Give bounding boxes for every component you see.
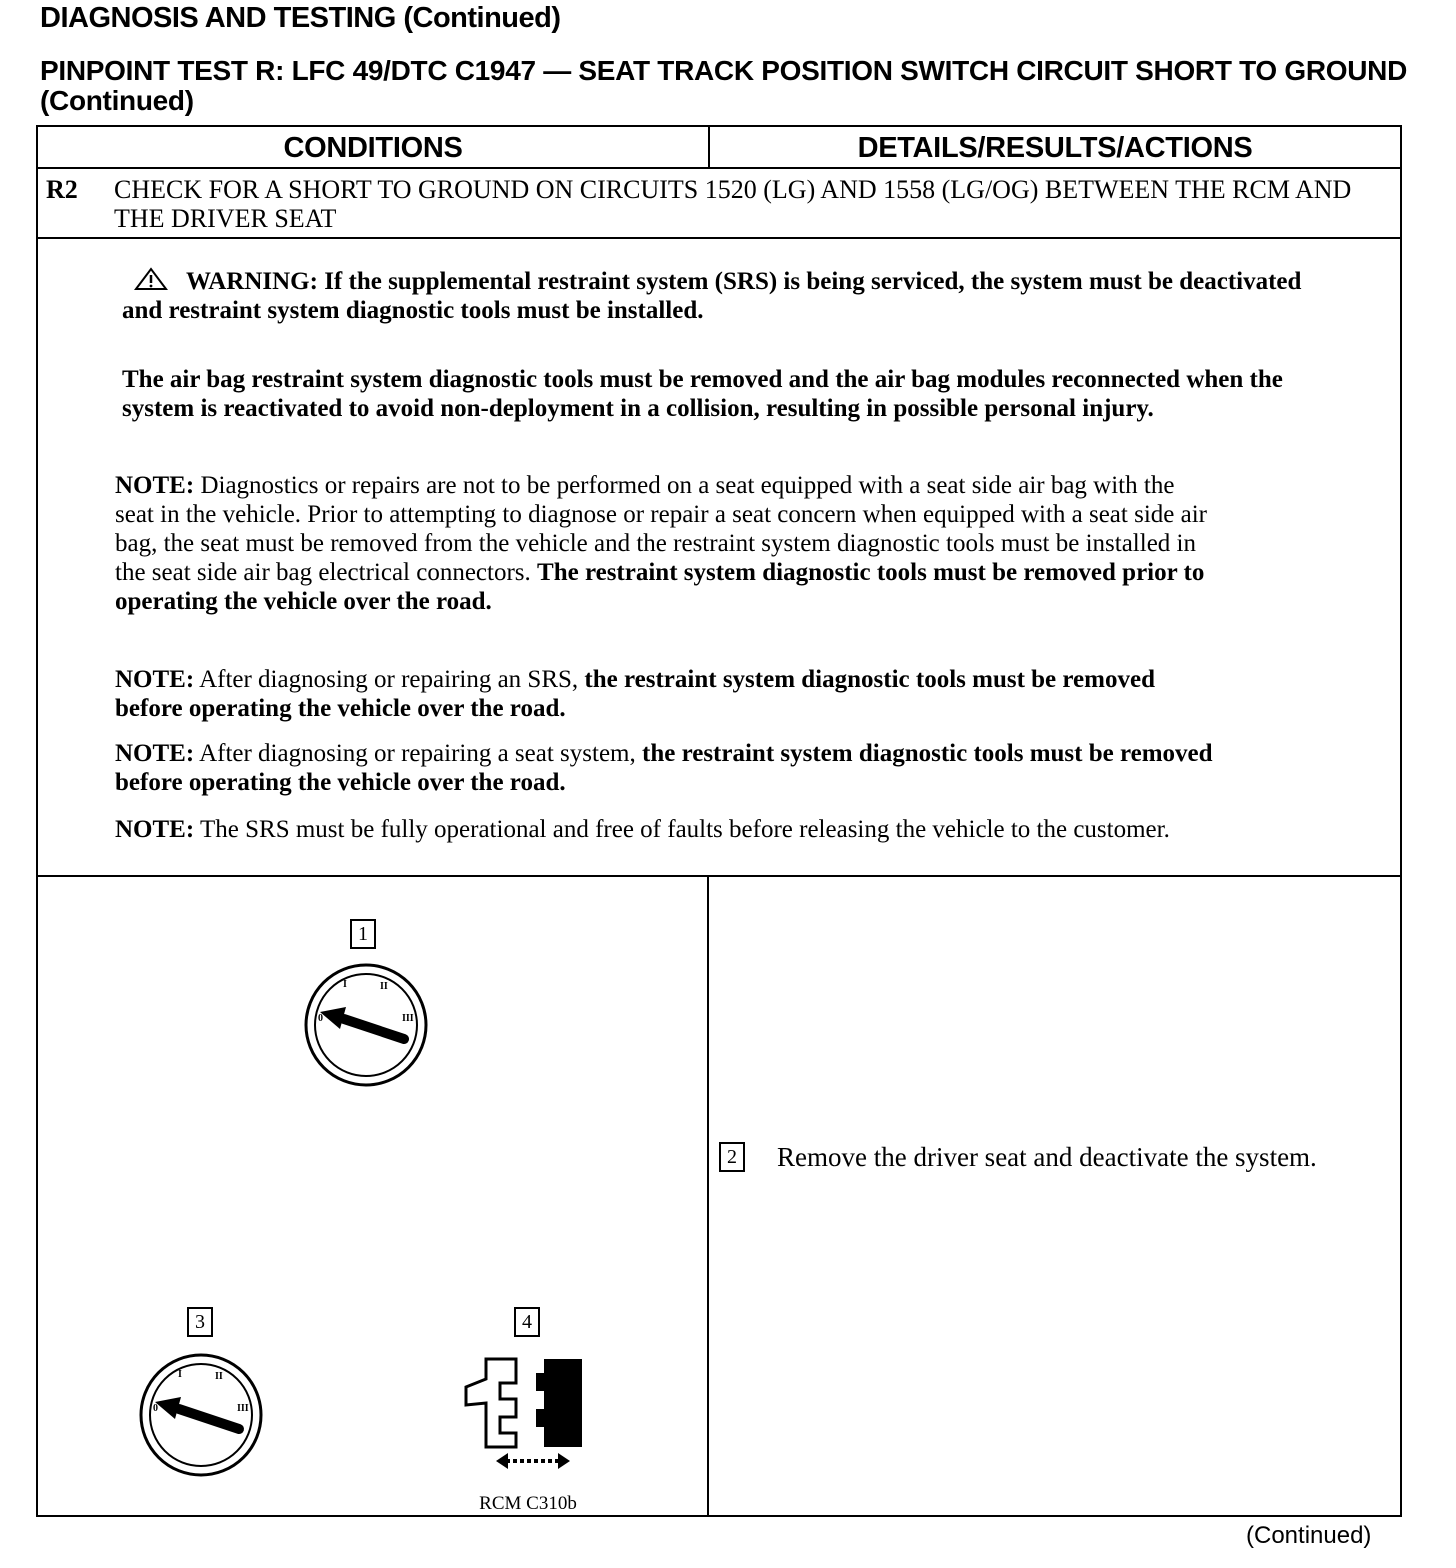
ignition-switch-icon xyxy=(298,957,434,1093)
section-title: DIAGNOSIS AND TESTING (Continued) xyxy=(40,2,561,34)
header-details-results-actions: DETAILS/RESULTS/ACTIONS xyxy=(710,127,1400,169)
callout-4: 4 xyxy=(514,1307,540,1337)
callout-1: 1 xyxy=(350,919,376,949)
note-label: NOTE: xyxy=(115,666,195,693)
step-id: R2 xyxy=(46,175,78,204)
switch-label: II xyxy=(215,1371,223,1382)
actions-cell xyxy=(709,877,1400,1515)
callout-2: 2 xyxy=(719,1142,745,1172)
switch-label: 0 xyxy=(153,1403,158,1414)
note-label: NOTE: xyxy=(115,816,195,843)
pinpoint-test-title: PINPOINT TEST R: LFC 49/DTC C1947 — SEAT TRACK POSITION SWITCH CIRCUIT SHORT TO GROUND (Continued) xyxy=(40,55,1408,116)
warning-text: WARNING: If the supplemental restraint system (SRS) is being serviced, the system must be deactivated and restraint system diagnostic tools must be installed. xyxy=(122,268,1302,324)
step-row xyxy=(38,169,1400,239)
switch-label: I xyxy=(178,1369,182,1380)
note-label: NOTE: xyxy=(115,472,195,499)
pinpoint-test-table xyxy=(36,125,1402,1517)
note-paragraph xyxy=(115,471,1215,616)
callout-3: 3 xyxy=(187,1307,213,1337)
rcm-connector-icon xyxy=(456,1347,596,1477)
switch-label: II xyxy=(380,981,388,992)
continued-footer: (Continued) xyxy=(1246,1522,1372,1549)
header-conditions: CONDITIONS xyxy=(38,127,710,169)
warning-notes-row xyxy=(38,239,1400,877)
note-text: The SRS must be fully operational and free of faults before releasing the vehicle to the customer. xyxy=(200,816,1170,843)
note-text: After diagnosing or repairing a seat system, xyxy=(199,740,636,767)
switch-label: 0 xyxy=(318,1013,323,1024)
switch-label: III xyxy=(402,1013,414,1024)
note-bold-text: The restraint system diagnostic tools must be removed prior to operating the vehicle over the road. xyxy=(115,559,1205,615)
warning-followup-text: The air bag restraint system diagnostic tools must be removed and the air bag modules reconnected when the system is reactivated to avoid non-deployment in a collision, resulting in possible personal injury. xyxy=(122,366,1283,422)
note-bold-text: the restraint system diagnostic tools must be removed before operating the vehicle over the road. xyxy=(115,740,1213,796)
note-paragraph xyxy=(115,665,1215,723)
note-text: Diagnostics or repairs are not to be performed on a seat equipped with a seat side air bag with the seat in the vehicle. Prior to attempting to diagnose or repair a seat concern when equipped with a seat side air bag, the seat must be removed from the vehicle and the restraint system diagnostic tools must be installed in the seat side air bag electrical connectors. xyxy=(115,472,1207,586)
switch-label: I xyxy=(343,979,347,990)
note-paragraph xyxy=(115,815,1215,844)
step-description: CHECK FOR A SHORT TO GROUND ON CIRCUITS 1520 (LG) AND 1558 (LG/OG) BETWEEN THE RCM AND THE DRIVER SEAT xyxy=(114,175,1352,233)
note-label: NOTE: xyxy=(115,740,195,767)
note-paragraph xyxy=(115,739,1215,797)
warning-triangle-icon xyxy=(134,267,168,291)
action-step-text: Remove the driver seat and deactivate the system. xyxy=(777,1142,1317,1172)
conditions-figure-cell xyxy=(38,877,709,1515)
warning-paragraph xyxy=(122,267,1342,325)
ignition-switch-icon xyxy=(133,1347,269,1483)
note-bold-text: the restraint system diagnostic tools must be removed before operating the vehicle over the road. xyxy=(115,666,1155,722)
connector-label: RCM C310b xyxy=(479,1493,577,1514)
switch-label: III xyxy=(237,1403,249,1414)
note-text: After diagnosing or repairing an SRS, xyxy=(199,666,579,693)
